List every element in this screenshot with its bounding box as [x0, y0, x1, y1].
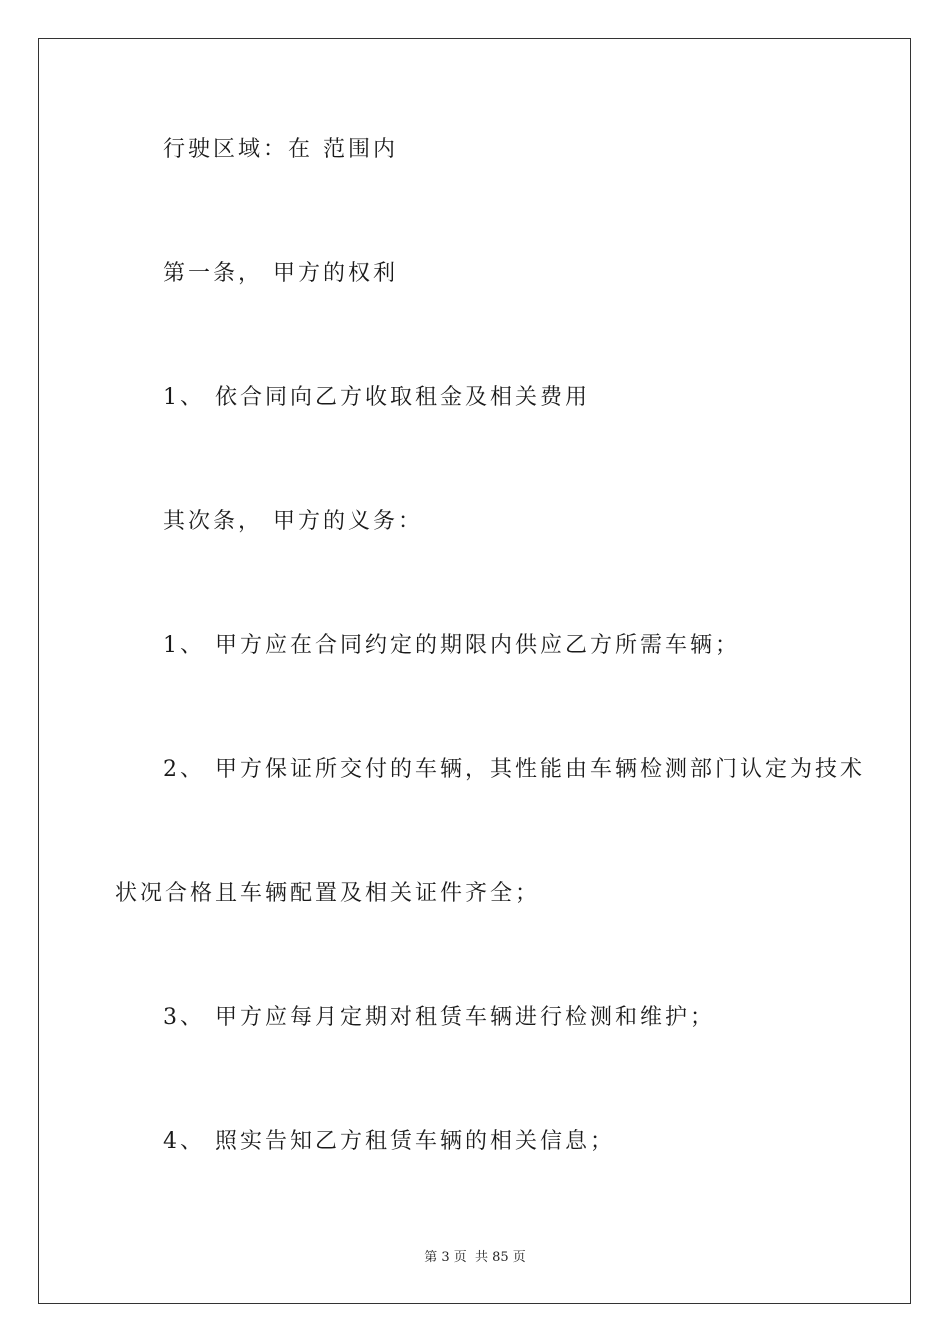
clause-obligations-1: 1、 甲方应在合同约定的期限内供应乙方所需车辆； [163, 633, 740, 658]
clause-obligations-2-continued: 状况合格且车辆配置及相关证件齐全； [115, 881, 541, 906]
page-border [38, 38, 911, 1304]
page-total: 共 85 页 [474, 1250, 526, 1265]
clause-obligations-3: 3、 甲方应每月定期对租赁车辆进行检测和维护； [163, 1005, 715, 1030]
clause-obligations-2: 2、 甲方保证所交付的车辆，其性能由车辆检测部门认定为技术 [163, 757, 865, 782]
heading-party-a-rights: 第一条， 甲方的权利 [163, 261, 398, 286]
page-number: 第 3 页 [424, 1250, 467, 1265]
page-footer [0, 1246, 950, 1265]
text-line-driving-area: 行驶区域：在 范围内 [163, 137, 398, 162]
clause-obligations-4: 4、 照实告知乙方租赁车辆的相关信息； [163, 1129, 615, 1154]
clause-rights-1: 1、 依合同向乙方收取租金及相关费用 [163, 385, 590, 410]
heading-party-a-obligations: 其次条， 甲方的义务： [163, 509, 423, 534]
